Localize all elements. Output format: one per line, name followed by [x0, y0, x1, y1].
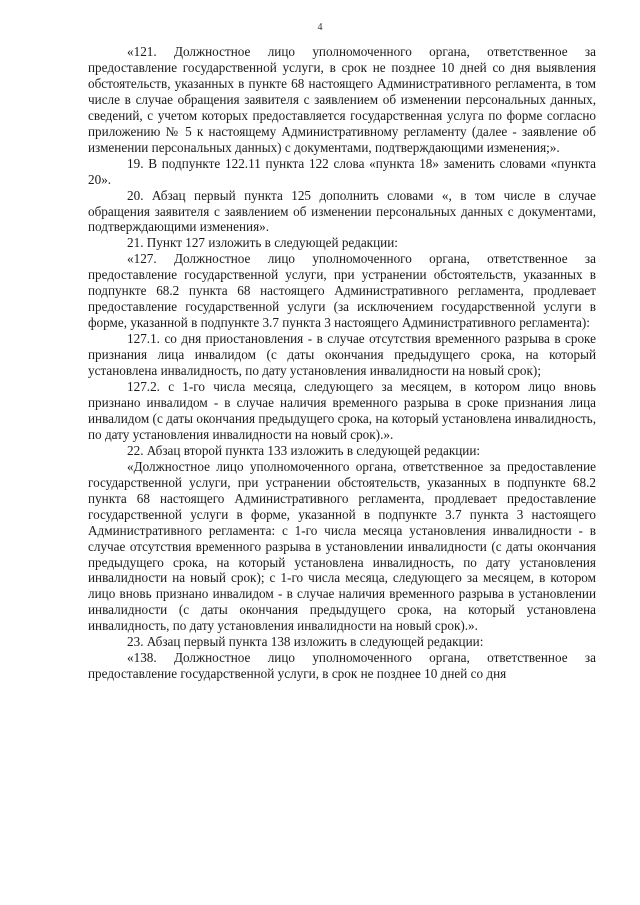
page-number: 4: [317, 22, 323, 33]
paragraph-121: «121. Должностное лицо уполномоченного органа, ответственное за предоставление государственной услуги, в срок не позднее 10 дней со дня выявления обстоятельств, указанных в пункте 68 настоящего Административного регламента, в том числе в случае обращения заявителя с заявлением об изменении персональных данных, сведений, с учетом которых предоставляется государственная услуга по форме согласно приложению № 5 к настоящему Административному регламенту (далее - заявление об изменении персональных данных) с документами, подтверждающими изменения;».: [88, 44, 596, 155]
paragraph-item-22: 22. Абзац второй пункта 133 изложить в следующей редакции:: [127, 442, 481, 458]
document-body: [88, 44, 596, 682]
paragraph-127-2: 127.2. с 1-го числа месяца, следующего за месяцем, в котором лицо вновь признано инвалидом - в случае наличия временного разрыва в сроке признания лица инвалидом (с даты окончания предыдущего срока, на который установлена инвалидность, по дату установления инвалидности на новый срок).».: [88, 379, 596, 442]
paragraph-127: «127. Должностное лицо уполномоченного органа, ответственное за предоставление государственной услуги, при устранении обстоятельств, указанных в подпункте 68.2 пункта 68 настоящего Административного регламента, продлевает предоставление государственной услуги (за исключением государственной услуги в форме, указанной в подпункте 3.7 пункта 3 настоящего Административного регламента):: [88, 251, 596, 331]
paragraph-133-text: «Должностное лицо уполномоченного органа, ответственное за предоставление государственной услуги, при устранении обстоятельств, указанных в подпункте 68.2 пункта 68 настоящего Административного регламента, продлевает предоставление государственной услуги в форме, указанной в подпункте 3.7 пункта 3 настоящего Административного регламента: с 1-го числа месяца установления инвалидности - в случае отсутствия временного разрыва в установлении инвалидности (с даты окончания предыдущего срока, на который установлена инвалидность, по дату установления инвалидности на новый срок); с 1-го числа месяца, следующего за месяцем, в котором лицо вновь признано инвалидом - в случае наличия временного разрыва в установлении инвалидности (с даты окончания предыдущего срока, на который установлена инвалидность, по дату установления инвалидности на новый срок).».: [88, 458, 596, 634]
paragraph-138: «138. Должностное лицо уполномоченного органа, ответственное за предоставление государственной услуги, в срок не позднее 10 дней со дня: [88, 650, 596, 682]
paragraph-item-23: 23. Абзац первый пункта 138 изложить в следующей редакции:: [127, 634, 484, 650]
paragraph-item-21: 21. Пункт 127 изложить в следующей редакции:: [127, 235, 398, 251]
paragraph-item-19: 19. В подпункте 122.11 пункта 122 слова «пункта 18» заменить словами «пункта 20».: [88, 155, 596, 187]
paragraph-item-20: 20. Абзац первый пункта 125 дополнить словами «, в том числе в случае обращения заявителя с заявлением об изменении персональных данных с документами, подтверждающими изменения».: [88, 187, 596, 235]
paragraph-127-1: 127.1. со дня приостановления - в случае отсутствия временного разрыва в сроке признания лица инвалидом (с даты окончания предыдущего срока, на который установлена инвалидность, по дату установления инвалидности на новый срок);: [88, 331, 596, 379]
